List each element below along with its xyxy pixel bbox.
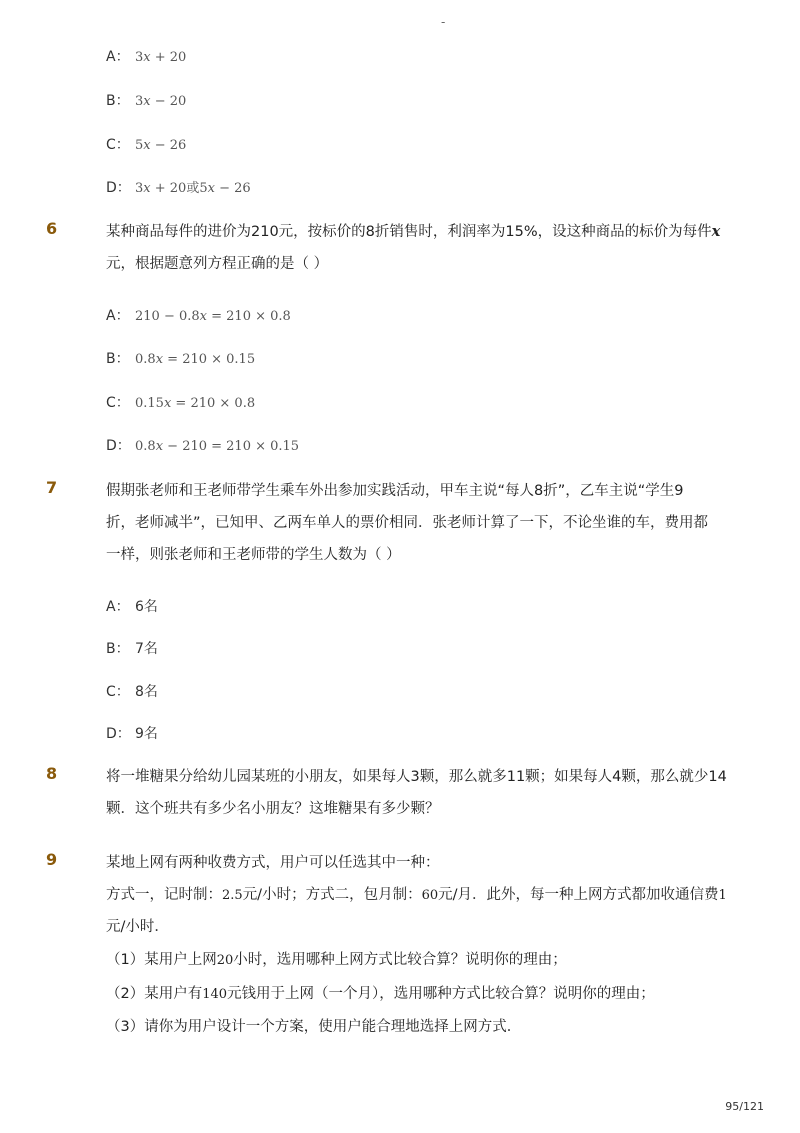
q7-option-b: [106, 638, 158, 658]
option-label: B：: [106, 351, 130, 367]
q9-stem-line-2: 方式一，记时制：2.5元/小时；方式二，包月制：60元/月．此外，每一种上网方式都加收通信费1: [106, 887, 727, 903]
option-label: C：: [106, 684, 130, 700]
option-label: B：: [106, 93, 130, 109]
q8-stem-line-1: 将一堆糖果分给幼儿园某班的小朋友，如果每人3颗，那么就多11颗；如果每人4颗，那么就少14: [106, 769, 727, 785]
option-label: D：: [106, 726, 131, 742]
q9-subquestion-2: （2）某用户有140元钱用于上网（一个月），选用哪种方式比较合算？说明你的理由；: [106, 986, 655, 1002]
q9-subquestion-3: （3）请你为用户设计一个方案，使用户能合理地选择上网方式．: [106, 1019, 522, 1035]
option-label: C：: [106, 137, 130, 153]
q6-stem-line-2: 元，根据题意列方程正确的是（ ）: [106, 256, 329, 272]
q5-option-b: [106, 90, 186, 110]
q6-option-a: [106, 305, 291, 325]
option-label: B：: [106, 641, 130, 657]
q6-option-b: [106, 348, 255, 368]
q7-option-c: [106, 681, 158, 701]
option-text: 9名: [135, 726, 158, 742]
question-number-8: 8: [46, 764, 58, 783]
question-number-7: 7: [46, 478, 58, 497]
page-number: 95/121: [725, 1100, 764, 1113]
q6-option-d: [106, 435, 299, 455]
option-formula: 210 − 0.8x = 210 × 0.8: [135, 309, 291, 324]
option-formula: 5x − 26: [135, 138, 187, 153]
option-text: 6名: [135, 599, 158, 615]
q7-option-d: [106, 723, 158, 743]
option-label: A：: [106, 308, 130, 324]
q7-stem-line-1: 假期张老师和王老师带学生乘车外出参加实践活动，甲车主说“每人8折”，乙车主说“学生9: [106, 483, 684, 499]
q9-subquestion-1: （1）某用户上网20小时，选用哪种上网方式比较合算？说明你的理由；: [106, 952, 567, 968]
option-formula: 0.8x = 210 × 0.15: [135, 352, 256, 367]
q6-stem-line-1: 某种商品每件的进价为210元，按标价的8折销售时，利润率为15%，设这种商品的标价为每件x: [106, 223, 721, 240]
question-number-6: 6: [46, 219, 58, 238]
q5-option-c: [106, 134, 186, 154]
q7-option-a: [106, 596, 158, 616]
q8-stem-line-2: 颗．这个班共有多少名小朋友？这堆糖果有多少颗？: [106, 801, 440, 817]
option-label: A：: [106, 49, 130, 65]
option-label: C：: [106, 395, 130, 411]
option-text: 8名: [135, 684, 158, 700]
option-formula: 0.15x = 210 × 0.8: [135, 396, 256, 411]
option-formula: 0.8x − 210 = 210 × 0.15: [135, 439, 300, 454]
option-label: D：: [106, 438, 131, 454]
header-mark: -: [441, 15, 446, 29]
option-label: D：: [106, 180, 131, 196]
option-formula: 3x + 20: [135, 50, 187, 65]
q7-stem-line-3: 一样，则张老师和王老师带的学生人数为（ ）: [106, 547, 401, 563]
q5-option-d: [106, 177, 251, 197]
option-formula: 3x − 20: [135, 94, 187, 109]
question-number-9: 9: [46, 850, 58, 869]
q6-option-c: [106, 392, 255, 412]
q9-stem-line-1: 某地上网有两种收费方式，用户可以任选其中一种：: [106, 855, 440, 871]
q5-option-a: [106, 46, 186, 66]
option-label: A：: [106, 599, 130, 615]
q9-stem-line-3: 元/小时．: [106, 919, 169, 935]
option-formula: 3x + 20或5x − 26: [135, 181, 251, 196]
option-text: 7名: [135, 641, 158, 657]
q7-stem-line-2: 折，老师减半”，已知甲、乙两车单人的票价相同．张老师计算了一下，不论坐谁的车，费用都: [106, 515, 709, 531]
